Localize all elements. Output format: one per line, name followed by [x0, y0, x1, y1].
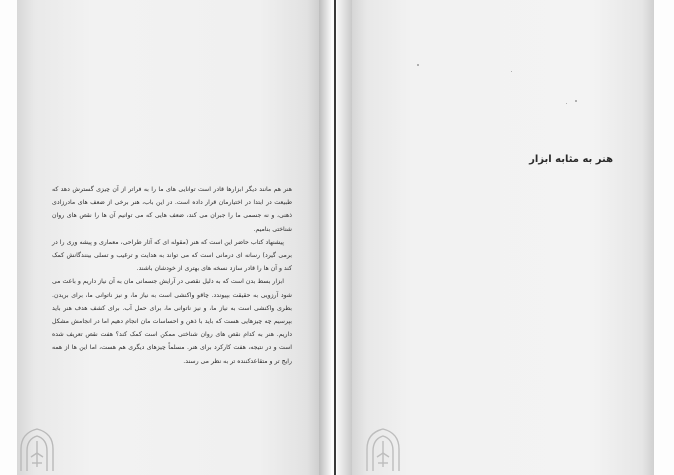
paper-speck [511, 71, 512, 72]
left-gutter-shadow [319, 0, 331, 475]
paragraph-2: پیشنهاد کتاب حاضر این است که هنر (مقوله ای که آثار طراحی، معماری و پیشه وری را در برمی گیرد) رسانه ای درمانی است که می تواند به هدایت و ترغیب و تسلی بینندگانش کمک کند و آن ها را قادر سازد نسخه های بهتری از خودشان باشند. [52, 238, 292, 273]
paragraph-1: هنر هم مانند دیگر ابزارها قادر است توانایی های ما را به فراتر از آن چیزی گسترش دهد که طبیعت در ابتدا در اختیارمان قرار داده است. در این باب، هنر برخی از ضعف های مادرزادی ذهنی، و نه جسمی ما را جبران می کند، ضعف هایی که می توانیم آن ها را نقص های روان شناختی بنامیم. [52, 186, 292, 233]
paper-speck [417, 64, 419, 66]
right-gutter-shadow [337, 0, 352, 475]
book-spire-emblem-icon [363, 427, 403, 471]
body-text [52, 183, 292, 368]
paper-speck [566, 103, 567, 104]
chapter-title: هنر به مثابه ابزار [529, 154, 613, 165]
book-spire-emblem-icon [17, 427, 57, 471]
paper-speck [575, 100, 577, 102]
paragraph-3: ابزار بسط بدن است که به دلیل نقصی در آرایش جسمانی مان به آن نیاز داریم و باعث می شود آرزویی به حقیقت بپیوندد. چاقو واکنشی است به نیاز ما، و نیز ناتوانی ما، برای بریدن. بطری واکنشی است به نیاز ما، و نیز ناتوانی ما، برای حمل آب. برای کشف هدف هنر باید بپرسیم چه چیزهایی هست که باید با ذهن و احساسات مان انجام دهیم اما در انجامش مشکل داریم. هنر به کدام نقص های روان شناختی ممکن است کمک کند؟ هفت نقص تعریف شده است و در نتیجه، هفت کارکرد برای هنر. مسلماً چیزهای دیگری هم هست، اما این ها از همه رایج تر و متقاعدکننده تر به نظر می رسند. [52, 278, 292, 365]
right-page [352, 0, 654, 475]
book-spine [334, 0, 336, 475]
